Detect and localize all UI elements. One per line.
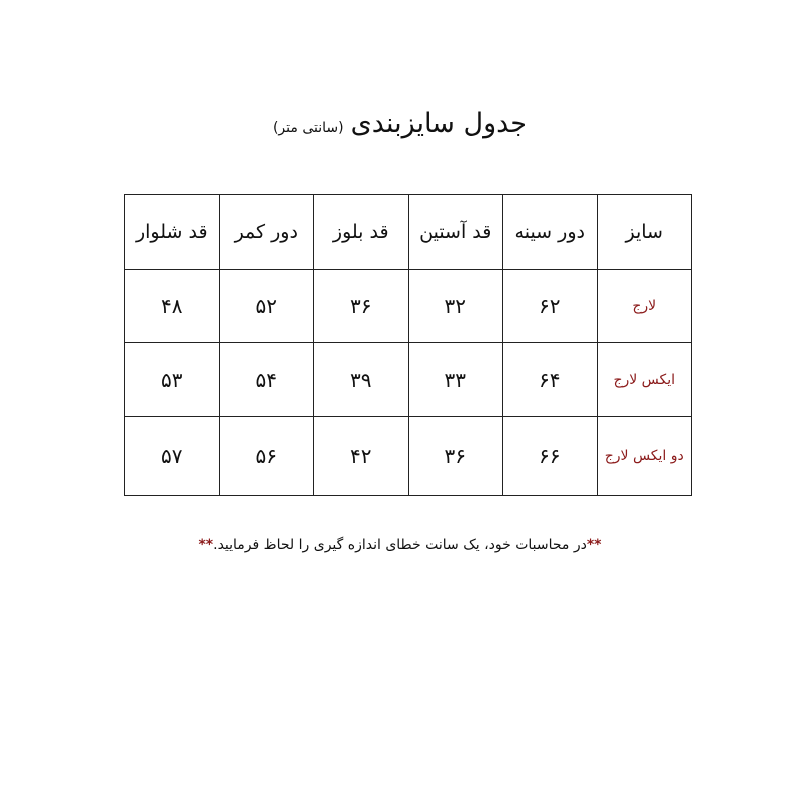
blouse-length-cell: ۴۲ (314, 417, 409, 496)
header-sleeve: قد آستین (408, 195, 503, 270)
note-stars-end: ** (198, 537, 214, 553)
waist-cell: ۵۲ (219, 270, 314, 343)
sleeve-cell: ۳۲ (408, 270, 503, 343)
size-name-cell: دو ایکس لارج (597, 417, 692, 496)
size-table (124, 194, 692, 496)
title-unit: (سانتی متر) (272, 120, 344, 136)
waist-cell: ۵۴ (219, 343, 314, 417)
sleeve-cell: ۳۶ (408, 417, 503, 496)
measurement-note (0, 537, 800, 553)
table-row (125, 270, 692, 343)
size-name-cell: لارج (597, 270, 692, 343)
pants-length-cell: ۴۸ (125, 270, 220, 343)
chest-cell: ۶۴ (503, 343, 598, 417)
title-main: جدول سایزبندی (350, 108, 528, 139)
header-blouse-length: قد بلوز (314, 195, 409, 270)
header-chest: دور سینه (503, 195, 598, 270)
table-row (125, 343, 692, 417)
table-row (125, 417, 692, 496)
header-size: سایز (597, 195, 692, 270)
pants-length-cell: ۵۳ (125, 343, 220, 417)
chest-cell: ۶۲ (503, 270, 598, 343)
sleeve-cell: ۳۳ (408, 343, 503, 417)
header-waist: دور کمر (219, 195, 314, 270)
waist-cell: ۵۶ (219, 417, 314, 496)
blouse-length-cell: ۳۶ (314, 270, 409, 343)
size-name-cell: ایکس لارج (597, 343, 692, 417)
page-title (0, 108, 800, 139)
header-pants-length: قد شلوار (125, 195, 220, 270)
note-stars-start: ** (586, 537, 602, 553)
chest-cell: ۶۶ (503, 417, 598, 496)
pants-length-cell: ۵۷ (125, 417, 220, 496)
blouse-length-cell: ۳۹ (314, 343, 409, 417)
table-header-row (125, 195, 692, 270)
note-text: در محاسبات خود، یک سانت خطای اندازه گیری را لحاظ فرمایید. (213, 537, 587, 553)
